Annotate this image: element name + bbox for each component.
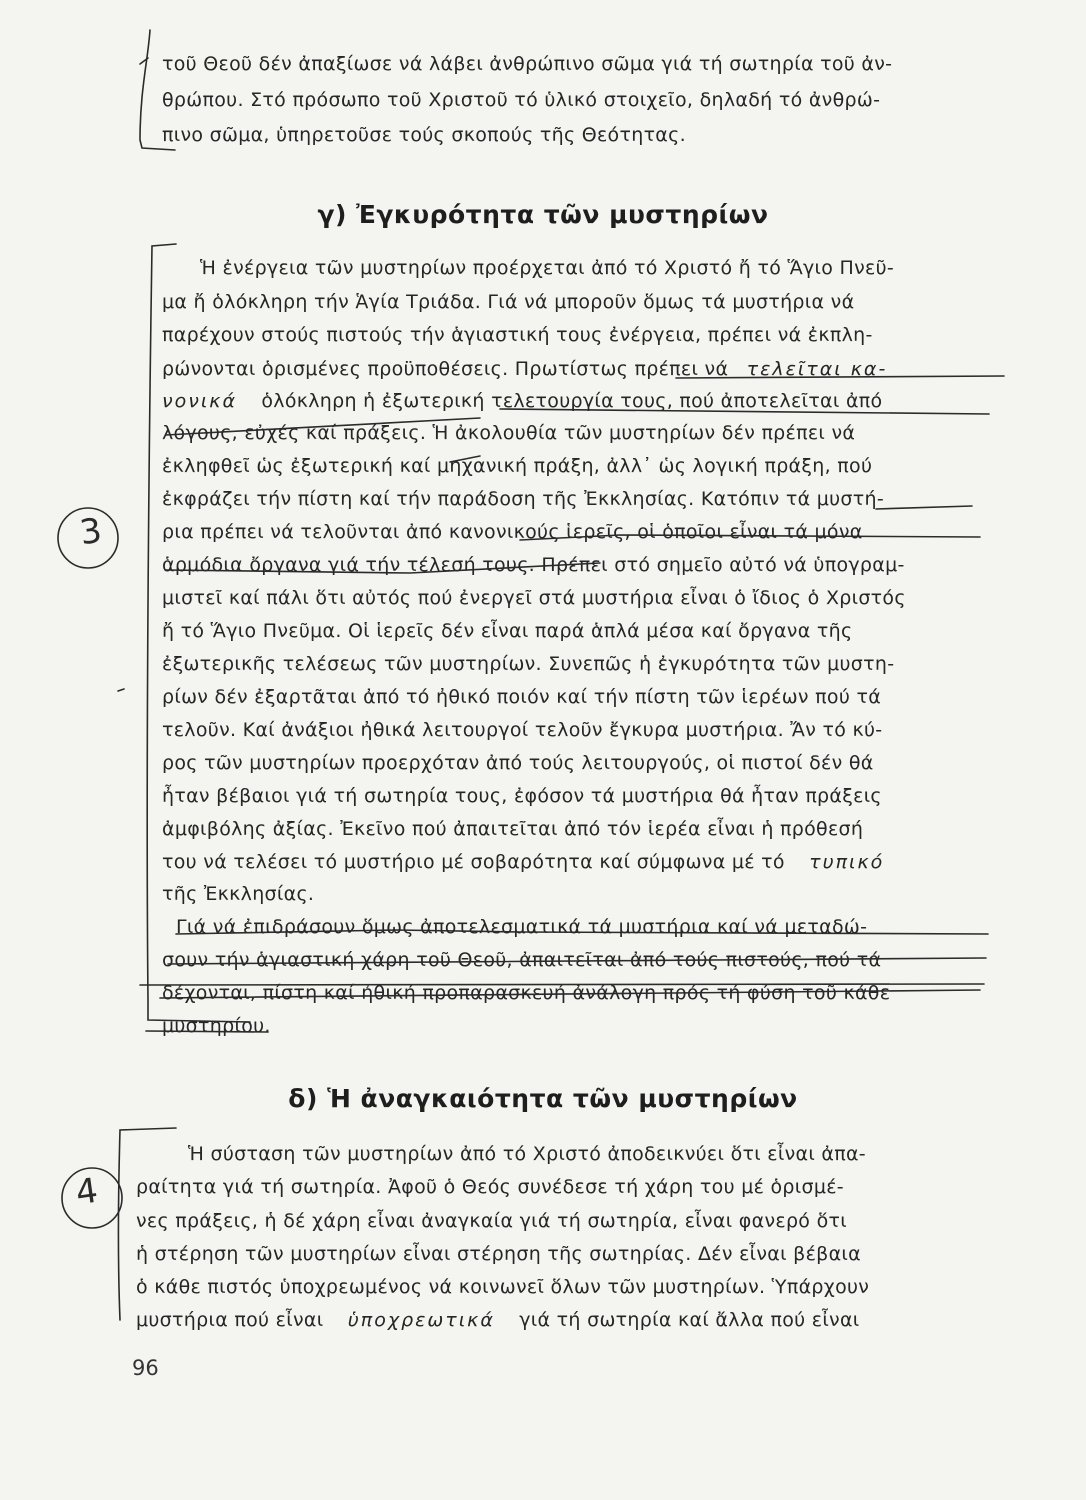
section-c-line-11: μιστεῖ καί πάλι ὅτι αὐτός πού ἐνεργεῖ στά μυστήρια εἶναι ὁ ἴδιος ὁ Χριστός (162, 587, 906, 609)
section-c-line-2: μα ἤ ὁλόκληρη τήν Ἁγία Τριάδα. Γιά νά μποροῦν ὅμως τά μυστήρια νά (162, 291, 855, 313)
section-c-line-1: Ἡ ἐνέργεια τῶν μυστηρίων προέρχεται ἀπό τό Χριστό ἤ τό Ἅγιο Πνεῦ- (200, 257, 895, 279)
section-c-line-17: ἦταν βέβαιοι γιά τή σωτηρία τους, ἐφόσον τά μυστήρια θά ἦταν πράξεις (162, 785, 882, 807)
underline-5 (876, 506, 972, 509)
section-d-line-1: Ἡ σύσταση τῶν μυστηρίων ἀπό τό Χριστό ἀποδεικνύει ὅτι εἶναι ἀπα- (188, 1143, 866, 1165)
section-c-line-6: λόγους, εὐχές καί πράξεις. Ἡ ἀκολουθία τῶν μυστηρίων δέν πρέπει νά (162, 422, 856, 444)
section-c-line-7: ἐκληφθεῖ ὡς ἐξωτερική καί μηχανική πράξη, ἀλλ᾽ ὡς λογική πράξη, πού (162, 455, 873, 477)
section-d-line-6 (136, 1306, 860, 1334)
section-c-line-9: ρια πρέπει νά τελοῦνται ἀπό κανονικούς ἱερεῖς, οἱ ὁποῖοι εἶναι τά μόνα (162, 521, 863, 543)
page-number: 96 (132, 1356, 159, 1380)
emphasis-typiko: τυπικό (809, 851, 885, 873)
section-d-line-5: ὁ κάθε πιστός ὑποχρεωμένος νά κοινωνεῖ ὅλων τῶν μυστηρίων. Ὑπάρχουν (136, 1276, 870, 1298)
section-c-line-21: Γιά νά ἐπιδράσουν ὅμως ἀποτελεσματικά τά μυστήρια καί νά μεταδώ- (176, 916, 868, 938)
emphasis-ypochreotika: ὑποχρεωτικά (347, 1309, 495, 1331)
section-d-heading: δ) Ἡ ἀναγκαιότητα τῶν μυστηρίων (288, 1084, 798, 1113)
section-c-line-13: ἐξωτερικῆς τελέσεως τῶν μυστηρίων. Συνεπῶς ἡ ἐγκυρότητα τῶν μυστη- (162, 653, 895, 675)
section-c-line-5 (162, 387, 882, 415)
intro-line-1: τοῦ Θεοῦ δέν ἀπαξίωσε νά λάβει ἀνθρώπινο σῶμα γιά τή σωτηρία τοῦ ἀν- (162, 53, 893, 75)
section-c-line-3: παρέχουν στούς πιστούς τήν ἁγιαστική τους ἐνέργεια, πρέπει νά ἐκπλη- (162, 324, 873, 346)
section-c-line-4 (162, 355, 887, 383)
emphasis-teleitai: τελεῖται κα- (746, 358, 888, 380)
margin-mark-4: 4 (73, 1170, 101, 1214)
section-c-line-16: ρος τῶν μυστηρίων προερχόταν ἀπό τούς λειτουργούς, οἱ πιστοί δέν θά (162, 752, 874, 774)
emphasis-kanonika: νονικά (162, 390, 238, 412)
intro-line-3: πινο σῶμα, ὑπηρετοῦσε τούς σκοπούς τῆς Θεότητας. (162, 124, 686, 146)
section-d-line-3: νες πράξεις, ἡ δέ χάρη εἶναι ἀναγκαία γιά τή σωτηρία, εἶναι φανερό ὅτι (136, 1210, 847, 1232)
section-c-line-23: δέχονται, πίστη καί ἠθική προπαρασκευή ἀνάλογη πρός τή φύση τοῦ κάθε (162, 982, 891, 1004)
section-d-line-6-text-b: γιά τή σωτηρία καί ἄλλα πού εἶναι (519, 1309, 860, 1331)
section-c-line-24: μυστηρίου. (162, 1015, 271, 1037)
section-c-line-15: τελοῦν. Καί ἀνάξιοι ἠθικά λειτουργοί τελοῦν ἔγκυρα μυστήρια. Ἄν τό κύ- (162, 719, 883, 741)
section-c-line-22: σουν τήν ἁγιαστική χάρη τοῦ Θεοῦ, ἀπαιτεῖται ἀπό τούς πιστούς, πού τά (162, 949, 882, 971)
section-c-line-20: τῆς Ἐκκλησίας. (162, 883, 315, 905)
intro-line-2: θρώπου. Στό πρόσωπο τοῦ Χριστοῦ τό ὑλικό στοιχεῖο, δηλαδή τό ἀνθρώ- (162, 89, 881, 111)
section-c-line-4-text: ρώνονται ὁρισμένες προϋποθέσεις. Πρωτίστως πρέπει νά (162, 358, 729, 380)
section-d-line-2: ραίτητα γιά τή σωτηρία. Ἀφοῦ ὁ Θεός συνέδεσε τή χάρη του μέ ὁρισμέ- (136, 1176, 844, 1198)
section-c-line-8: ἐκφράζει τήν πίστη καί τήν παράδοση τῆς Ἐκκλησίας. Κατόπιν τά μυστή- (162, 488, 884, 510)
section-c-line-5-text: ὁλόκληρη ἡ ἐξωτερική τελετουργία τους, πού ἀποτελεῖται ἀπό (261, 390, 883, 412)
section-c-line-19 (162, 848, 884, 876)
margin-mark-3: 3 (77, 510, 105, 554)
section-c-heading: γ) Ἐγκυρότητα τῶν μυστηρίων (317, 200, 769, 229)
section-c-line-12: ἤ τό Ἅγιο Πνεῦμα. Οἱ ἱερεῖς δέν εἶναι παρά ἁπλά μέσα καί ὄργανα τῆς (162, 620, 853, 642)
section-c-line-19-text: του νά τελέσει τό μυστήριο μέ σοβαρότητα καί σύμφωνα μέ τό (162, 851, 785, 873)
section-c-line-14: ρίων δέν ἐξαρτᾶται ἀπό τό ἠθικό ποιόν καί τήν πίστη τῶν ἱερέων πού τά (162, 686, 882, 708)
section-d-line-4: ἡ στέρηση τῶν μυστηρίων εἶναι στέρηση τῆς σωτηρίας. Δέν εἶναι βέβαια (136, 1243, 861, 1265)
section-d-line-6-text-a: μυστήρια πού εἶναι (136, 1309, 324, 1331)
section-c-line-18: ἀμφιβόλης ἀξίας. Ἐκεῖνο πού ἀπαιτεῖται ἀπό τόν ἱερέα εἶναι ἡ πρόθεσή (162, 818, 864, 840)
section-c-line-10: ἁρμόδια ὄργανα γιά τήν τέλεσή τους. Πρέπει στό σημεῖο αὐτό νά ὑπογραμ- (162, 554, 905, 576)
